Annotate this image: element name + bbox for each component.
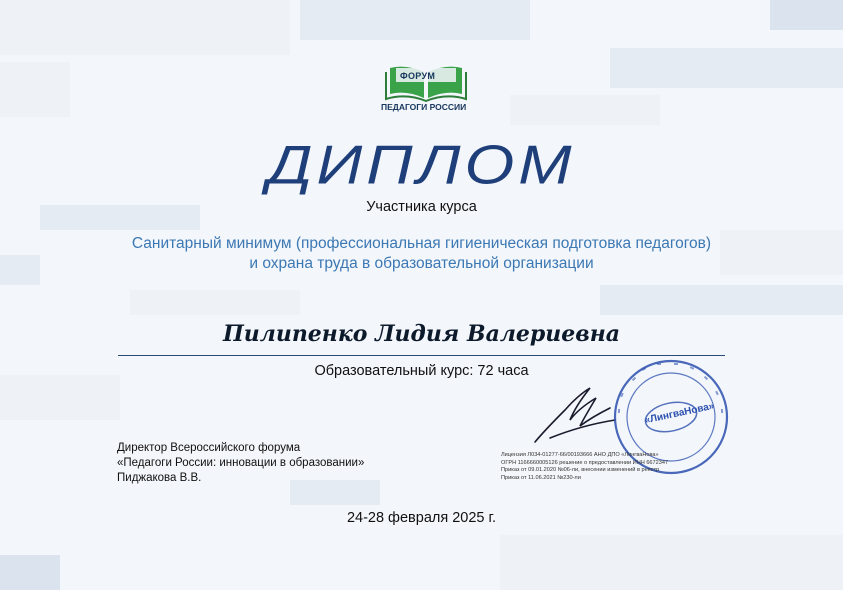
- forum-logo: [376, 62, 476, 116]
- logo-text-bottom: ПЕДАГОГИ РОССИИ: [381, 102, 467, 112]
- background-tile: [510, 95, 660, 125]
- license-line1: Лицензия Л034-01277-66/00193666 АНО ДПО «ЛингваНова»: [501, 452, 659, 458]
- license-info: [501, 452, 668, 482]
- background-tile: [0, 555, 60, 590]
- background-tile: [770, 0, 843, 30]
- director-line1: Директор Всероссийского форума: [117, 442, 301, 454]
- background-tile: [0, 0, 290, 55]
- background-tile: [610, 48, 843, 88]
- event-date: 24-28 февраля 2025 г.: [346, 510, 497, 526]
- diploma-title: ДИПЛОМ: [267, 134, 576, 196]
- course-title: [100, 234, 743, 274]
- name-underline: [118, 355, 725, 356]
- signature: [530, 380, 620, 452]
- course-hours: Образовательный курс: 72 часа: [314, 363, 529, 379]
- license-line3: Приказ от 09.01.2020 №06-ли, внесении изменений в реестр: [501, 467, 660, 474]
- director-block: [117, 441, 364, 486]
- background-tile: [500, 535, 843, 590]
- background-tile: [0, 62, 70, 117]
- logo-text-top: ФОРУМ: [400, 71, 436, 81]
- director-line3: Пиджакова В.В.: [117, 472, 202, 484]
- background-tile: [0, 255, 40, 285]
- background-tile: [0, 375, 120, 420]
- background-tile: [600, 285, 843, 315]
- license-line4: Приказ от 11.06.2021 №230-ли: [501, 474, 581, 481]
- recipient-name: Пилипенко Лидия Валериевна: [222, 321, 621, 347]
- license-line2: ОГРН 1166660005126 решение о предоставлении ИНН 6672347: [501, 459, 669, 466]
- course-title-line2: и охрана труда в образовательной организации: [249, 255, 594, 272]
- stamp-text: «ЛингваНова»: [643, 400, 716, 427]
- course-title-line1: Санитарный минимум (профессиональная гигиеническая подготовка педагогов): [131, 235, 712, 252]
- background-tile: [300, 0, 530, 40]
- subtitle: Участника курса: [366, 199, 477, 215]
- director-line2: «Педагоги России: инновации в образовании»: [117, 457, 365, 469]
- background-tile: [130, 290, 300, 315]
